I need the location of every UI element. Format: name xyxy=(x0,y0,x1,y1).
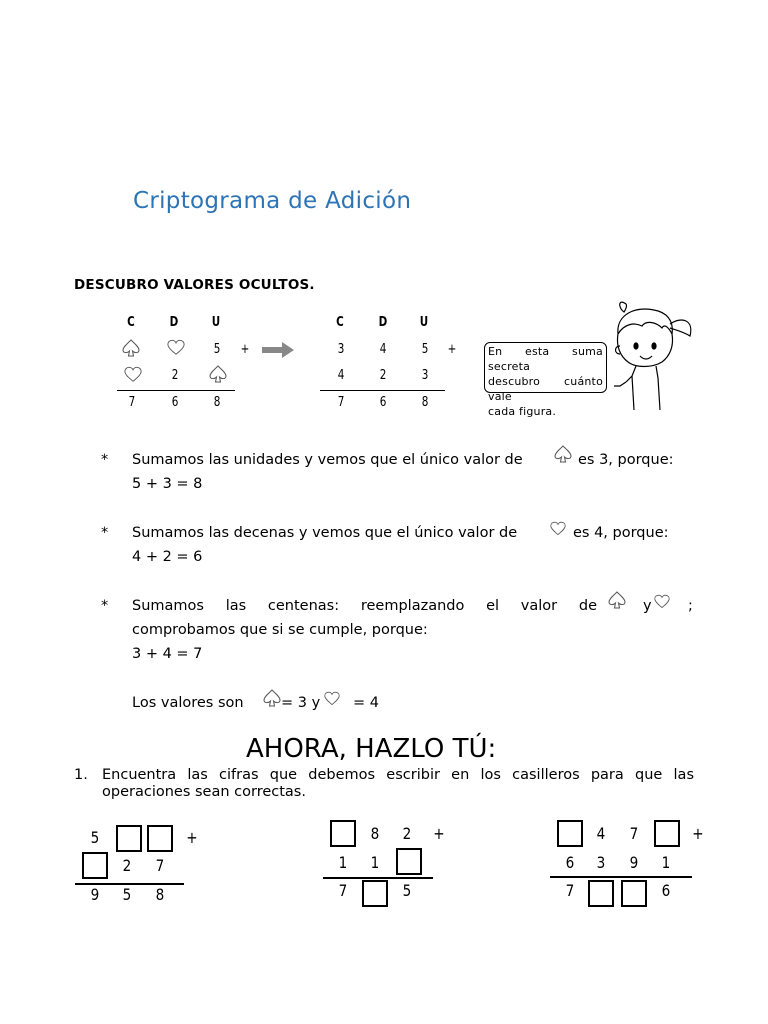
bubble-line: cada figura. xyxy=(488,405,557,418)
spade-icon xyxy=(121,338,141,358)
digit: 8 xyxy=(155,885,165,904)
header-d: D xyxy=(378,315,388,330)
digit: 4 xyxy=(596,824,606,843)
digit: 4 xyxy=(337,368,345,383)
digit: 3 xyxy=(337,342,345,357)
equation: 3 + 4 = 7 xyxy=(132,646,203,662)
digit: 6 xyxy=(171,395,179,410)
header-c: C xyxy=(127,315,135,330)
digit: 1 xyxy=(370,853,380,872)
sum-line xyxy=(550,876,692,878)
page-title: Criptograma de Adición xyxy=(133,188,412,214)
header-c: C xyxy=(336,315,344,330)
digit: 9 xyxy=(629,853,639,872)
speech-bubble xyxy=(484,342,607,418)
step-text: es 3, porque: xyxy=(578,452,674,468)
step-text: es 4, porque: xyxy=(573,525,669,541)
semicolon: ; xyxy=(688,598,693,614)
digit: 3 xyxy=(421,368,429,383)
answer-box[interactable] xyxy=(147,825,173,852)
spade-icon xyxy=(262,688,282,708)
equation: 5 + 3 = 8 xyxy=(132,476,203,492)
section-heading: DESCUBRO VALORES OCULTOS. xyxy=(74,277,315,293)
equation: 4 + 2 = 6 xyxy=(132,549,203,565)
digit: 9 xyxy=(90,885,100,904)
answer-box[interactable] xyxy=(621,880,647,907)
digit: 4 xyxy=(379,342,387,357)
exercise-number: 1. xyxy=(74,767,88,783)
step-text: Sumamos las centenas: reemplazando el valor de xyxy=(132,598,597,614)
heart-icon xyxy=(652,594,672,610)
answer-box[interactable] xyxy=(396,848,422,875)
spade-icon xyxy=(553,444,573,464)
sum-line xyxy=(117,390,235,391)
answer-box[interactable] xyxy=(588,880,614,907)
girl-illustration xyxy=(606,294,698,410)
plus-sign: + xyxy=(447,342,457,357)
digit: 5 xyxy=(213,342,221,357)
answer-box[interactable] xyxy=(82,852,108,879)
header-u: U xyxy=(211,315,221,330)
now-heading: AHORA, HAZLO TÚ: xyxy=(246,734,497,764)
digit: 2 xyxy=(379,368,387,383)
heart-icon xyxy=(165,339,187,357)
heart-icon xyxy=(122,366,144,384)
digit: 5 xyxy=(421,342,429,357)
plus-sign: + xyxy=(186,828,198,847)
plus-sign: + xyxy=(433,824,445,843)
digit: 8 xyxy=(370,824,380,843)
digit: 7 xyxy=(338,881,348,900)
bullet: * xyxy=(101,452,109,468)
sum-line xyxy=(323,877,433,879)
digit: 5 xyxy=(122,885,132,904)
exercise-instructions xyxy=(74,767,694,801)
digit: 8 xyxy=(213,395,221,410)
heart-icon xyxy=(548,521,568,537)
answer-box[interactable] xyxy=(330,820,356,847)
digit: 2 xyxy=(122,856,132,875)
sum-line xyxy=(320,390,445,391)
header-u: U xyxy=(419,315,429,330)
digit: 7 xyxy=(565,881,575,900)
exercise-text: Encuentra las cifras que debemos escribir en los casilleros para que las operaciones sean correctas. xyxy=(102,767,694,800)
digit: 6 xyxy=(565,853,575,872)
digit: 2 xyxy=(171,368,179,383)
digit: 6 xyxy=(661,881,671,900)
values-label: Los valores son xyxy=(132,695,244,711)
conjunction: y xyxy=(643,598,652,614)
spade-icon xyxy=(208,364,228,384)
answer-box[interactable] xyxy=(654,820,680,847)
answer-box[interactable] xyxy=(116,825,142,852)
digit: 5 xyxy=(90,828,100,847)
plus-sign: + xyxy=(692,824,704,843)
digit: 1 xyxy=(661,853,671,872)
step-text: Sumamos las decenas y vemos que el único valor de xyxy=(132,525,518,541)
answer-box[interactable] xyxy=(557,820,583,847)
step-text: comprobamos que si se cumple, porque: xyxy=(132,622,428,638)
arrow-right-icon xyxy=(262,342,294,358)
digit: 6 xyxy=(379,395,387,410)
bullet: * xyxy=(101,525,109,541)
digit: 7 xyxy=(128,395,136,410)
values-text: = 4 xyxy=(353,695,379,711)
values-text: = 3 y xyxy=(281,695,321,711)
header-d: D xyxy=(169,315,179,330)
digit: 1 xyxy=(338,853,348,872)
bubble-line: En esta suma secreta xyxy=(488,345,603,373)
digit: 7 xyxy=(337,395,345,410)
bullet: * xyxy=(101,598,109,614)
digit: 7 xyxy=(155,856,165,875)
digit: 5 xyxy=(402,881,412,900)
step-text: Sumamos las unidades y vemos que el único valor de xyxy=(132,452,523,468)
digit: 7 xyxy=(629,824,639,843)
bubble-line: descubro cuánto vale xyxy=(488,375,603,403)
digit: 3 xyxy=(596,853,606,872)
digit: 2 xyxy=(402,824,412,843)
plus-sign: + xyxy=(240,342,250,357)
spade-icon xyxy=(607,590,627,610)
answer-box[interactable] xyxy=(362,880,388,907)
heart-icon xyxy=(322,691,342,707)
digit: 8 xyxy=(421,395,429,410)
